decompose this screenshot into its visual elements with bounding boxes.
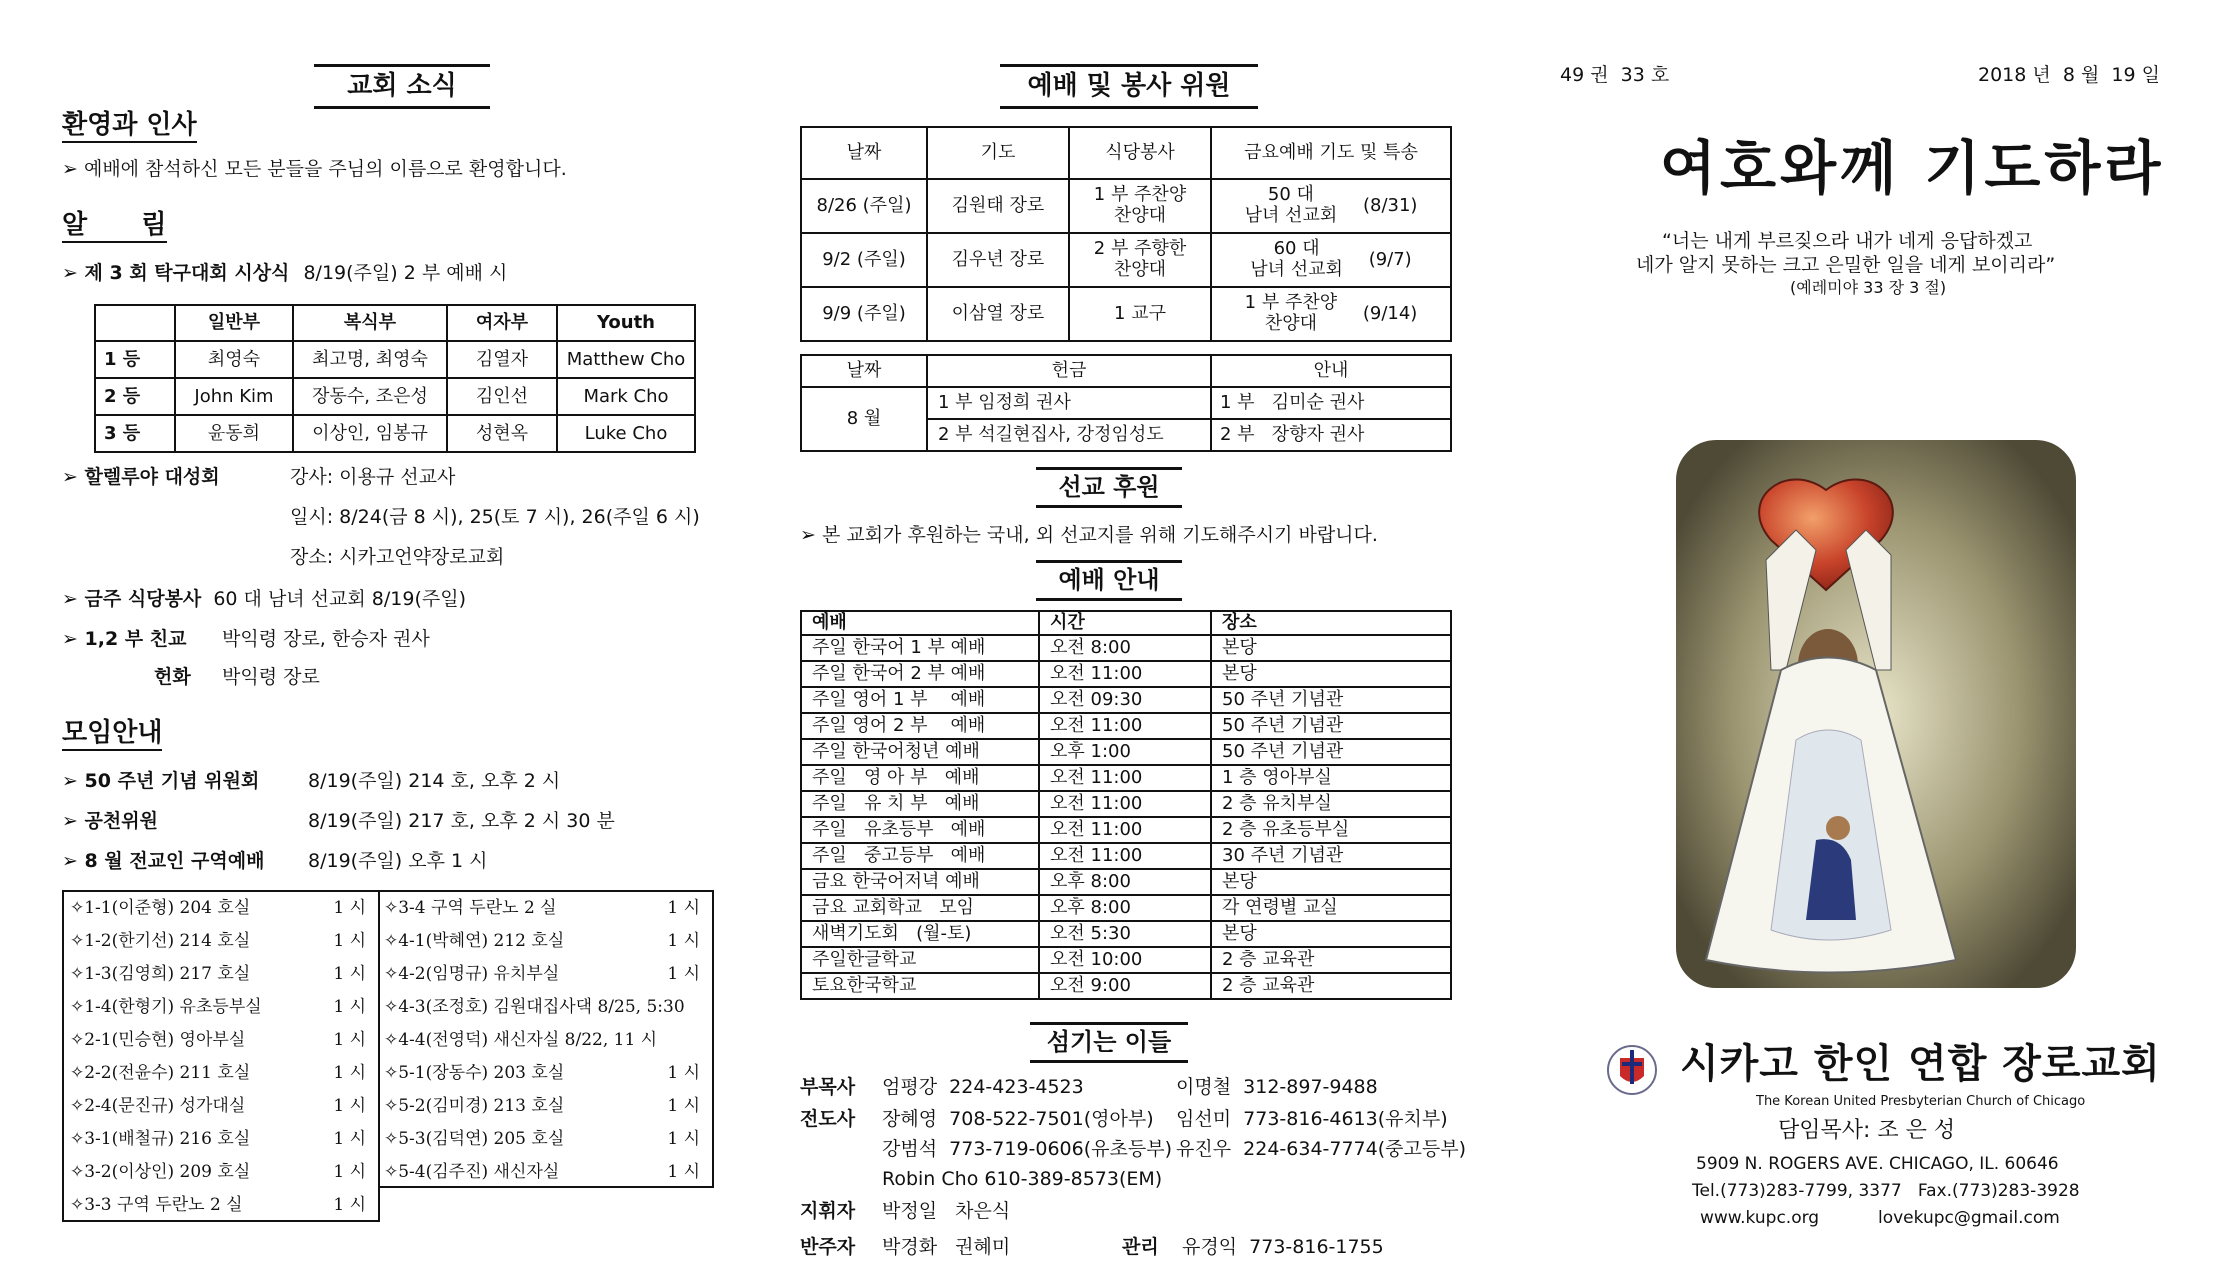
service-time: 오전 5:30 (1039, 921, 1211, 947)
groups-right-list (384, 892, 710, 1189)
service-name: 주일 한국어청년 예배 (801, 739, 1039, 765)
church-website[interactable]: www.kupc.org (1700, 1208, 1820, 1228)
assoc-pastor-1: 엄평강 224-423-4523 (882, 1076, 1084, 1098)
conductor-text: 박정일 차은식 (882, 1200, 1011, 1222)
service-time: 오전 11:00 (1039, 791, 1211, 817)
district-group-row (384, 1090, 710, 1123)
offer-month: 8 월 (801, 387, 927, 451)
award-cell: 성현옥 (447, 415, 557, 452)
award-cell: John Kim (175, 378, 293, 415)
duty-friday-cell (1211, 179, 1451, 233)
meal-text: 60 대 남녀 선교회 8/19(주일) (213, 588, 466, 610)
table-tennis-text: 8/19(주일) 2 부 예배 시 (303, 262, 508, 284)
duty-meal: 1 교구 (1069, 287, 1211, 341)
duty-col-prayer: 기도 (927, 127, 1069, 179)
cover-title: 여호와께 기도하라 (1660, 134, 2165, 202)
duty-date: 9/9 (주일) (801, 287, 927, 341)
service-time: 오전 9:00 (1039, 973, 1211, 999)
service-name: 주일 한국어 2 부 예배 (801, 661, 1039, 687)
award-cell: 김열자 (447, 341, 557, 378)
district-group-time: 1 시 (333, 997, 366, 1018)
award-cell: 장동수, 조은성 (293, 378, 447, 415)
svc-col-time: 시간 (1039, 611, 1211, 635)
award-rank: 1 등 (95, 341, 175, 378)
service-row (801, 895, 1451, 921)
service-time: 오전 11:00 (1039, 713, 1211, 739)
meal-label: ➢ 금주 식당봉사 (62, 588, 202, 610)
district-group-name: ✧4-1(박혜연) 212 호실 (384, 931, 565, 952)
service-row (801, 973, 1451, 999)
service-place: 2 층 교육관 (1211, 947, 1451, 973)
award-col-women: 여자부 (447, 305, 557, 341)
service-name: 주일 한국어 1 부 예배 (801, 635, 1039, 661)
duty-friday-date: (9/7) (1368, 249, 1412, 271)
service-place: 2 층 유치부실 (1211, 791, 1451, 817)
award-cell: 이상인, 임봉규 (293, 415, 447, 452)
service-place: 각 연령별 교실 (1211, 895, 1451, 921)
service-place: 1 층 영아부실 (1211, 765, 1451, 791)
senior-pastor: 담임목사: 조 은 성 (1778, 1118, 1956, 1143)
notice-heading: 알 림 (62, 210, 167, 243)
district-group-row (70, 1189, 376, 1222)
district-group-name: ✧3-4 구역 두란노 2 실 (384, 898, 557, 919)
district-group-row (384, 892, 710, 925)
church-address: 5909 N. ROGERS AVE. CHICAGO, IL. 60646 (1696, 1154, 2059, 1174)
verse-reference: (예레미야 33 장 3 절) (1790, 278, 1947, 297)
hallelujah-place: 장소: 시카고언약장로교회 (290, 546, 505, 568)
district-group-time: 1 시 (333, 931, 366, 952)
duty-prayer: 김원태 장로 (927, 179, 1069, 233)
offering-table (800, 354, 1452, 452)
service-time: 오전 09:30 (1039, 687, 1211, 713)
church-name: 시카고 한인 연합 장로교회 (1680, 1041, 2161, 1087)
service-row (801, 739, 1451, 765)
district-group-row (384, 1057, 710, 1090)
duty-friday-cell (1211, 287, 1451, 341)
district-group-row (384, 1024, 710, 1057)
award-row (95, 378, 695, 415)
welcome-text: ➢ 예배에 참석하신 모든 분들을 주님의 이름으로 환영합니다. (62, 158, 567, 180)
church-logo-icon (1606, 1040, 1658, 1102)
fellowship-text: 박익령 장로, 한승자 권사 (222, 628, 430, 650)
district-group-time: 1 시 (667, 898, 700, 919)
service-time: 오전 8:00 (1039, 635, 1211, 661)
district-group-name: ✧5-3(김덕연) 205 호실 (384, 1129, 565, 1150)
service-row (801, 921, 1451, 947)
service-row (801, 817, 1451, 843)
district-group-time: 1 시 (333, 898, 366, 919)
news-title: 교회 소식 (314, 64, 490, 109)
duty-friday-cell (1211, 233, 1451, 287)
district-group-time: 1 시 (333, 1030, 366, 1051)
service-place: 2 층 유초등부실 (1211, 817, 1451, 843)
award-cell: Mark Cho (557, 378, 695, 415)
service-row (801, 713, 1451, 739)
meeting-text: 8/19(주일) 214 호, 오후 2 시 (308, 770, 561, 792)
service-place: 2 층 교육관 (1211, 973, 1451, 999)
table-tennis-notice (62, 262, 507, 285)
duty-friday: 50 대 남녀 선교회 (1244, 184, 1338, 226)
award-row (95, 415, 695, 452)
duty-col-friday: 금요예배 기도 및 특송 (1211, 127, 1451, 179)
service-time: 오전 11:00 (1039, 843, 1211, 869)
service-time: 오전 11:00 (1039, 817, 1211, 843)
district-group-name: ✧2-2(전윤수) 211 호실 (70, 1063, 251, 1084)
service-time: 오후 1:00 (1039, 739, 1211, 765)
district-group-name: ✧4-3(조정호) 김원대집사댁 8/25, 5:30 (384, 997, 685, 1018)
svc-col-service: 예배 (801, 611, 1039, 635)
service-time: 오전 11:00 (1039, 661, 1211, 687)
management-text: 유경익 773-816-1755 (1182, 1236, 1384, 1258)
hallelujah-speaker: 강사: 이용규 선교사 (290, 466, 456, 488)
meeting-label: ➢ 50 주년 기념 위원회 (62, 770, 260, 792)
offer-offering: 2 부 석길현집사, 강정임성도 (927, 419, 1211, 451)
duty-meal: 1 부 주찬양 찬양대 (1069, 179, 1211, 233)
district-group-name: ✧3-2(이상인) 209 호실 (70, 1162, 251, 1183)
table-tennis-awards (94, 304, 696, 453)
worship-title: 예배 및 봉사 위원 (1000, 64, 1258, 109)
award-cell: 윤동희 (175, 415, 293, 452)
meeting-text: 8/19(주일) 217 호, 오후 2 시 30 분 (308, 810, 615, 832)
service-place: 본당 (1211, 661, 1451, 687)
district-group-time: 1 시 (333, 1195, 366, 1216)
service-name: 주일 유초등부 예배 (801, 817, 1039, 843)
accompanist-text: 박경화 권혜미 (882, 1236, 1011, 1258)
award-col-youth: Youth (557, 305, 695, 341)
service-place: 50 주년 기념관 (1211, 739, 1451, 765)
district-group-time: 1 시 (333, 1063, 366, 1084)
flower-label: 헌화 (154, 666, 191, 688)
offer-row (801, 387, 1451, 419)
service-time: 오후 8:00 (1039, 895, 1211, 921)
table-tennis-label: ➢ 제 3 회 탁구대회 시상식 (62, 262, 290, 284)
district-group-name: ✧1-2(한기선) 214 호실 (70, 931, 251, 952)
district-group-name: ✧3-3 구역 두란노 2 실 (70, 1195, 243, 1216)
service-place: 본당 (1211, 921, 1451, 947)
district-group-name: ✧2-4(문진규) 성가대실 (70, 1096, 246, 1117)
district-group-name: ✧5-2(김미경) 213 호실 (384, 1096, 565, 1117)
prayer-illustration (1676, 440, 2076, 988)
duty-col-meal: 식당봉사 (1069, 127, 1211, 179)
duty-table (800, 126, 1452, 342)
service-name: 주일 영어 2 부 예배 (801, 713, 1039, 739)
service-name: 주일 중고등부 예배 (801, 843, 1039, 869)
evangelist-4: 유진우 224-634-7774(중고등부) (1176, 1138, 1466, 1160)
meeting-label: ➢ 공천위원 (62, 810, 158, 832)
service-time: 오전 11:00 (1039, 765, 1211, 791)
assoc-pastor-label: 부목사 (800, 1076, 856, 1098)
district-group-row (70, 1123, 376, 1156)
district-group-name: ✧5-4(김주진) 새신자실 (384, 1162, 560, 1183)
district-group-row (384, 958, 710, 991)
evangelist-label: 전도사 (800, 1108, 856, 1130)
district-group-time: 1 시 (667, 1162, 700, 1183)
award-col-blank (95, 305, 175, 341)
district-group-name: ✧1-1(이준형) 204 호실 (70, 898, 251, 919)
district-group-row (384, 991, 710, 1024)
offer-col-offering: 헌금 (927, 355, 1211, 387)
duty-friday: 1 부 주찬양 찬양대 (1244, 292, 1338, 334)
service-name: 금요 교회학교 모임 (801, 895, 1039, 921)
volume-number: 49 권 33 호 (1560, 64, 1670, 86)
duty-meal: 2 부 주향한 찬양대 (1069, 233, 1211, 287)
district-group-name: ✧3-1(배철규) 216 호실 (70, 1129, 251, 1150)
service-place: 30 주년 기념관 (1211, 843, 1451, 869)
servers-title: 섬기는 이들 (1030, 1022, 1188, 1063)
district-group-name: ✧5-1(장동수) 203 호실 (384, 1063, 565, 1084)
service-row (801, 843, 1451, 869)
service-row (801, 947, 1451, 973)
district-group-row (384, 1123, 710, 1156)
award-cell: 최고명, 최영숙 (293, 341, 447, 378)
district-group-name: ✧2-1(민승현) 영아부실 (70, 1030, 246, 1051)
duty-prayer: 김우년 장로 (927, 233, 1069, 287)
service-row (801, 765, 1451, 791)
management-label: 관리 (1122, 1236, 1159, 1258)
duty-friday-date: (9/14) (1362, 303, 1418, 325)
svc-col-place: 장소 (1211, 611, 1451, 635)
service-name: 주일 영어 1 부 예배 (801, 687, 1039, 713)
duty-col-date: 날짜 (801, 127, 927, 179)
award-cell: 최영숙 (175, 341, 293, 378)
verse-line-1: “너는 내게 부르짖으라 내가 네게 응답하겠고 (1662, 230, 2033, 252)
meeting-heading: 모임안내 (62, 718, 162, 751)
duty-friday: 60 대 남녀 선교회 (1250, 238, 1343, 280)
district-group-name: ✧1-3(김영희) 217 호실 (70, 964, 251, 985)
district-group-time: 1 시 (333, 964, 366, 985)
district-group-time: 1 시 (333, 1162, 366, 1183)
district-group-row (70, 1156, 376, 1189)
flower-text: 박익령 장로 (222, 666, 320, 688)
offer-col-usher: 안내 (1211, 355, 1451, 387)
service-row (801, 687, 1451, 713)
meal-service (62, 588, 466, 611)
district-group-row (70, 958, 376, 991)
district-group-time: 1 시 (333, 1129, 366, 1150)
district-group-row (70, 892, 376, 925)
award-cell: 김인선 (447, 378, 557, 415)
duty-row (801, 233, 1451, 287)
district-group-time: 1 시 (667, 931, 700, 952)
service-name: 주일한글학교 (801, 947, 1039, 973)
groups-left-list (70, 892, 376, 1222)
evangelist-5: Robin Cho 610-389-8573(EM) (882, 1168, 1163, 1190)
offer-offering: 1 부 임정희 권사 (927, 387, 1211, 419)
duty-date: 9/2 (주일) (801, 233, 927, 287)
duty-date: 8/26 (주일) (801, 179, 927, 233)
award-cell: Matthew Cho (557, 341, 695, 378)
mission-title: 선교 후원 (1036, 467, 1182, 508)
district-group-time: 1 시 (667, 1063, 700, 1084)
service-row (801, 635, 1451, 661)
accompanist-label: 반주자 (800, 1236, 856, 1258)
district-group-time: 1 시 (667, 964, 700, 985)
service-time: 오전 10:00 (1039, 947, 1211, 973)
district-group-row (384, 1156, 710, 1189)
award-rank: 3 등 (95, 415, 175, 452)
offer-usher: 2 부 장향자 권사 (1211, 419, 1451, 451)
service-name: 새벽기도회 (월-토) (801, 921, 1039, 947)
award-col-general: 일반부 (175, 305, 293, 341)
meeting-label: ➢ 8 월 전교인 구역예배 (62, 850, 265, 872)
district-group-name: ✧4-4(전영덕) 새신자실 8/22, 11 시 (384, 1030, 658, 1051)
conductor-label: 지휘자 (800, 1200, 856, 1222)
service-row (801, 791, 1451, 817)
bulletin-date: 2018 년 8 월 19 일 (1978, 64, 2160, 86)
service-row (801, 869, 1451, 895)
offer-usher: 1 부 김미순 권사 (1211, 387, 1451, 419)
service-table (800, 610, 1452, 1000)
service-row (801, 661, 1451, 687)
offer-col-date: 날짜 (801, 355, 927, 387)
district-group-row (70, 925, 376, 958)
service-name: 주일 영 아 부 예배 (801, 765, 1039, 791)
welcome-heading: 환영과 인사 (62, 110, 197, 143)
church-email[interactable]: lovekupc@gmail.com (1878, 1208, 2060, 1228)
service-title: 예배 안내 (1036, 560, 1182, 601)
district-group-row (70, 1024, 376, 1057)
district-group-row (70, 1057, 376, 1090)
church-phone: Tel.(773)283-7799, 3377 Fax.(773)283-3928 (1692, 1181, 2080, 1201)
district-group-row (70, 1090, 376, 1123)
church-name-english: The Korean United Presbyterian Church of Chicago (1756, 1094, 2086, 1109)
service-place: 50 주년 기념관 (1211, 713, 1451, 739)
service-name: 주일 유 치 부 예배 (801, 791, 1039, 817)
fellowship-label: ➢ 1,2 부 친교 (62, 628, 187, 650)
duty-row (801, 287, 1451, 341)
service-place: 본당 (1211, 869, 1451, 895)
evangelist-3: 강범석 773-719-0606(유초등부) (882, 1138, 1172, 1160)
service-time: 오후 8:00 (1039, 869, 1211, 895)
district-group-time: 1 시 (667, 1096, 700, 1117)
kneeling-figure-head (1826, 816, 1850, 840)
duty-row (801, 179, 1451, 233)
duty-prayer: 이삼열 장로 (927, 287, 1069, 341)
evangelist-1: 장혜영 708-522-7501(영아부) (882, 1108, 1154, 1130)
award-rank: 2 등 (95, 378, 175, 415)
district-group-time: 1 시 (667, 1129, 700, 1150)
district-group-name: ✧4-2(임명규) 유치부실 (384, 964, 560, 985)
mission-text: ➢ 본 교회가 후원하는 국내, 외 선교지를 위해 기도해주시기 바랍니다. (800, 524, 1378, 546)
service-place: 본당 (1211, 635, 1451, 661)
service-name: 금요 한국어저녁 예배 (801, 869, 1039, 895)
district-group-name: ✧1-4(한형기) 유초등부실 (70, 997, 262, 1018)
evangelist-2: 임선미 773-816-4613(유치부) (1176, 1108, 1448, 1130)
verse-line-2: 네가 알지 못하는 크고 은밀한 일을 네게 보이리라” (1636, 254, 2056, 276)
district-group-row (70, 991, 376, 1024)
meeting-text: 8/19(주일) 오후 1 시 (308, 850, 488, 872)
district-group-row (384, 925, 710, 958)
service-place: 50 주년 기념관 (1211, 687, 1451, 713)
assoc-pastor-2: 이명철 312-897-9488 (1176, 1076, 1378, 1098)
service-name: 토요한국학교 (801, 973, 1039, 999)
hallelujah-label: ➢ 할렐루야 대성회 (62, 466, 220, 488)
award-row (95, 341, 695, 378)
hallelujah-dates: 일시: 8/24(금 8 시), 25(토 7 시), 26(주일 6 시) (290, 506, 700, 528)
award-col-doubles: 복식부 (293, 305, 447, 341)
award-cell: Luke Cho (557, 415, 695, 452)
district-group-time: 1 시 (333, 1096, 366, 1117)
duty-friday-date: (8/31) (1362, 195, 1418, 217)
